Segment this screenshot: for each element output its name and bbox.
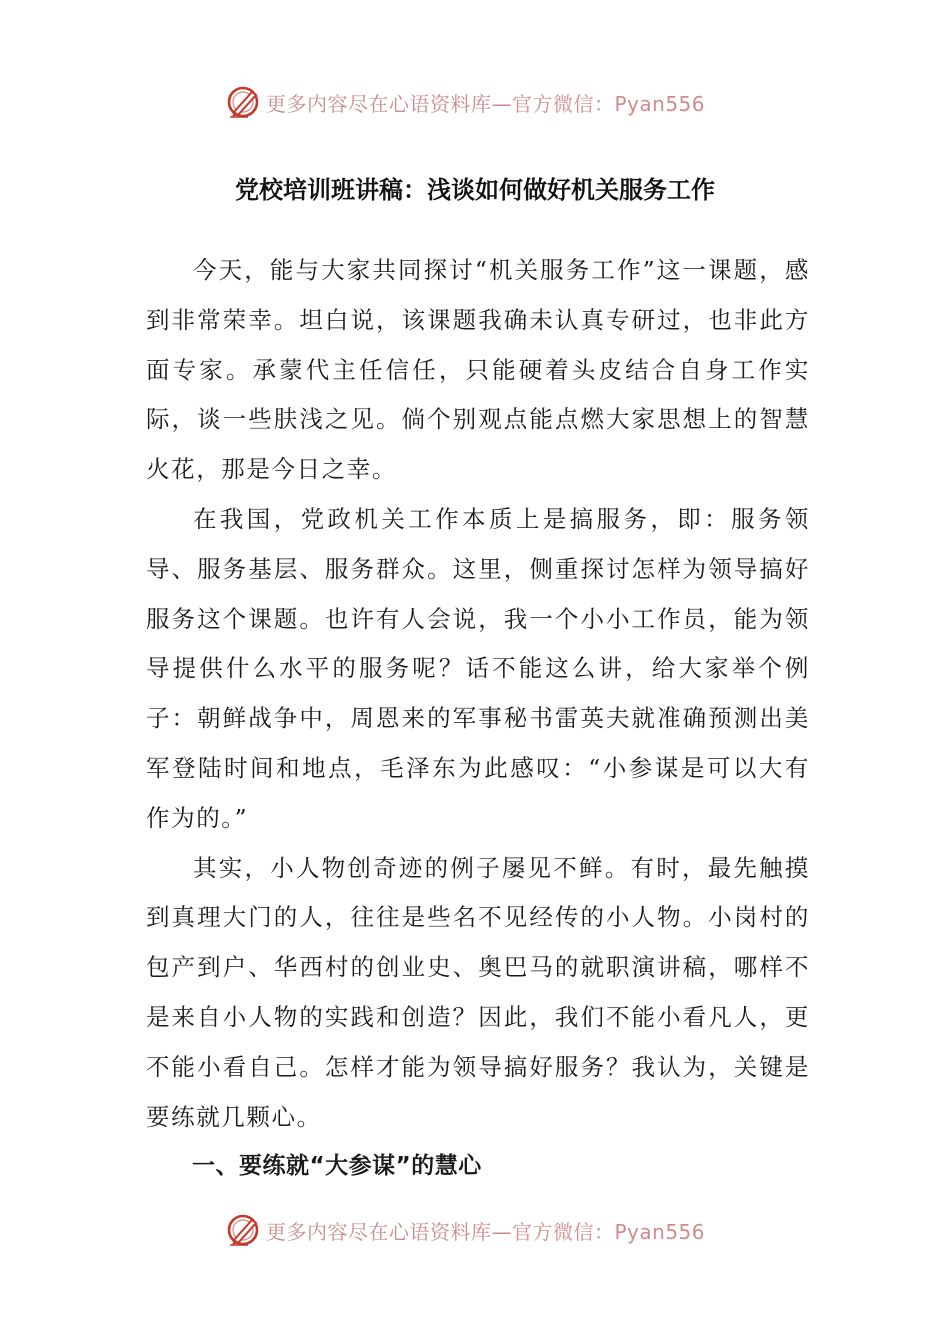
paragraph-1: 今天，能与大家共同探讨“机关服务工作”这一课题，感到非常荣幸。坦白说，该课题我确未认真专研过，也非此方面专家。承蒙代主任信任，只能硬着头皮结合自身工作实际，谈一些肤浅之见。倘个别观点能点燃大家思想上的智慧火花，那是今日之幸。: [146, 256, 810, 484]
banner-dash: —: [491, 1219, 512, 1244]
document-title: 党校培训班讲稿：浅谈如何做好机关服务工作: [235, 176, 715, 204]
paragraph-2: 在我国，党政机关工作本质上是搞服务，即：服务领导、服务基层、服务群众。这里，侧重探讨怎样为领导搞好服务这个课题。也许有人会说，我一个小小工作员，能为领导提供什么水平的服务呢？话不能这么讲，给大家举个例子：朝鲜战争中，周恩来的军事秘书雷英夫就准确预测出美军登陆时间和地点，毛泽东为此感叹：“小参谋是可以大有作为的。”: [146, 504, 810, 832]
banner-text: [266, 88, 705, 117]
banner-wechat-id: Pyan556: [614, 1219, 706, 1244]
banner-dash: —: [491, 91, 512, 116]
section-heading: 一、要练就“大参谋”的慧心: [192, 1153, 482, 1180]
footer-banner: [226, 1208, 746, 1252]
pen-logo-icon: [226, 84, 262, 120]
paragraph-3: 其实，小人物创奇迹的例子屡见不鲜。有时，最先触摸到真理大门的人，往往是些名不见经传的小人物。小岗村的包产到户、华西村的创业史、奥巴马的就职演讲稿，哪样不是来自小人物的实践和创造？因此，我们不能小看凡人，更不能小看自己。怎样才能为领导搞好服务？我认为，关键是要练就几颗心。: [146, 853, 810, 1131]
banner-wechat-label: 官方微信：: [512, 1219, 615, 1244]
banner-site-text: 更多内容尽在心语资料库: [266, 91, 492, 116]
banner-text: [266, 1216, 705, 1245]
banner-site-text: 更多内容尽在心语资料库: [266, 1219, 492, 1244]
header-banner: [226, 80, 746, 124]
banner-wechat-label: 官方微信：: [512, 91, 615, 116]
banner-wechat-id: Pyan556: [614, 91, 706, 116]
pen-logo-icon: [226, 1212, 262, 1248]
document-body: [146, 246, 810, 1192]
